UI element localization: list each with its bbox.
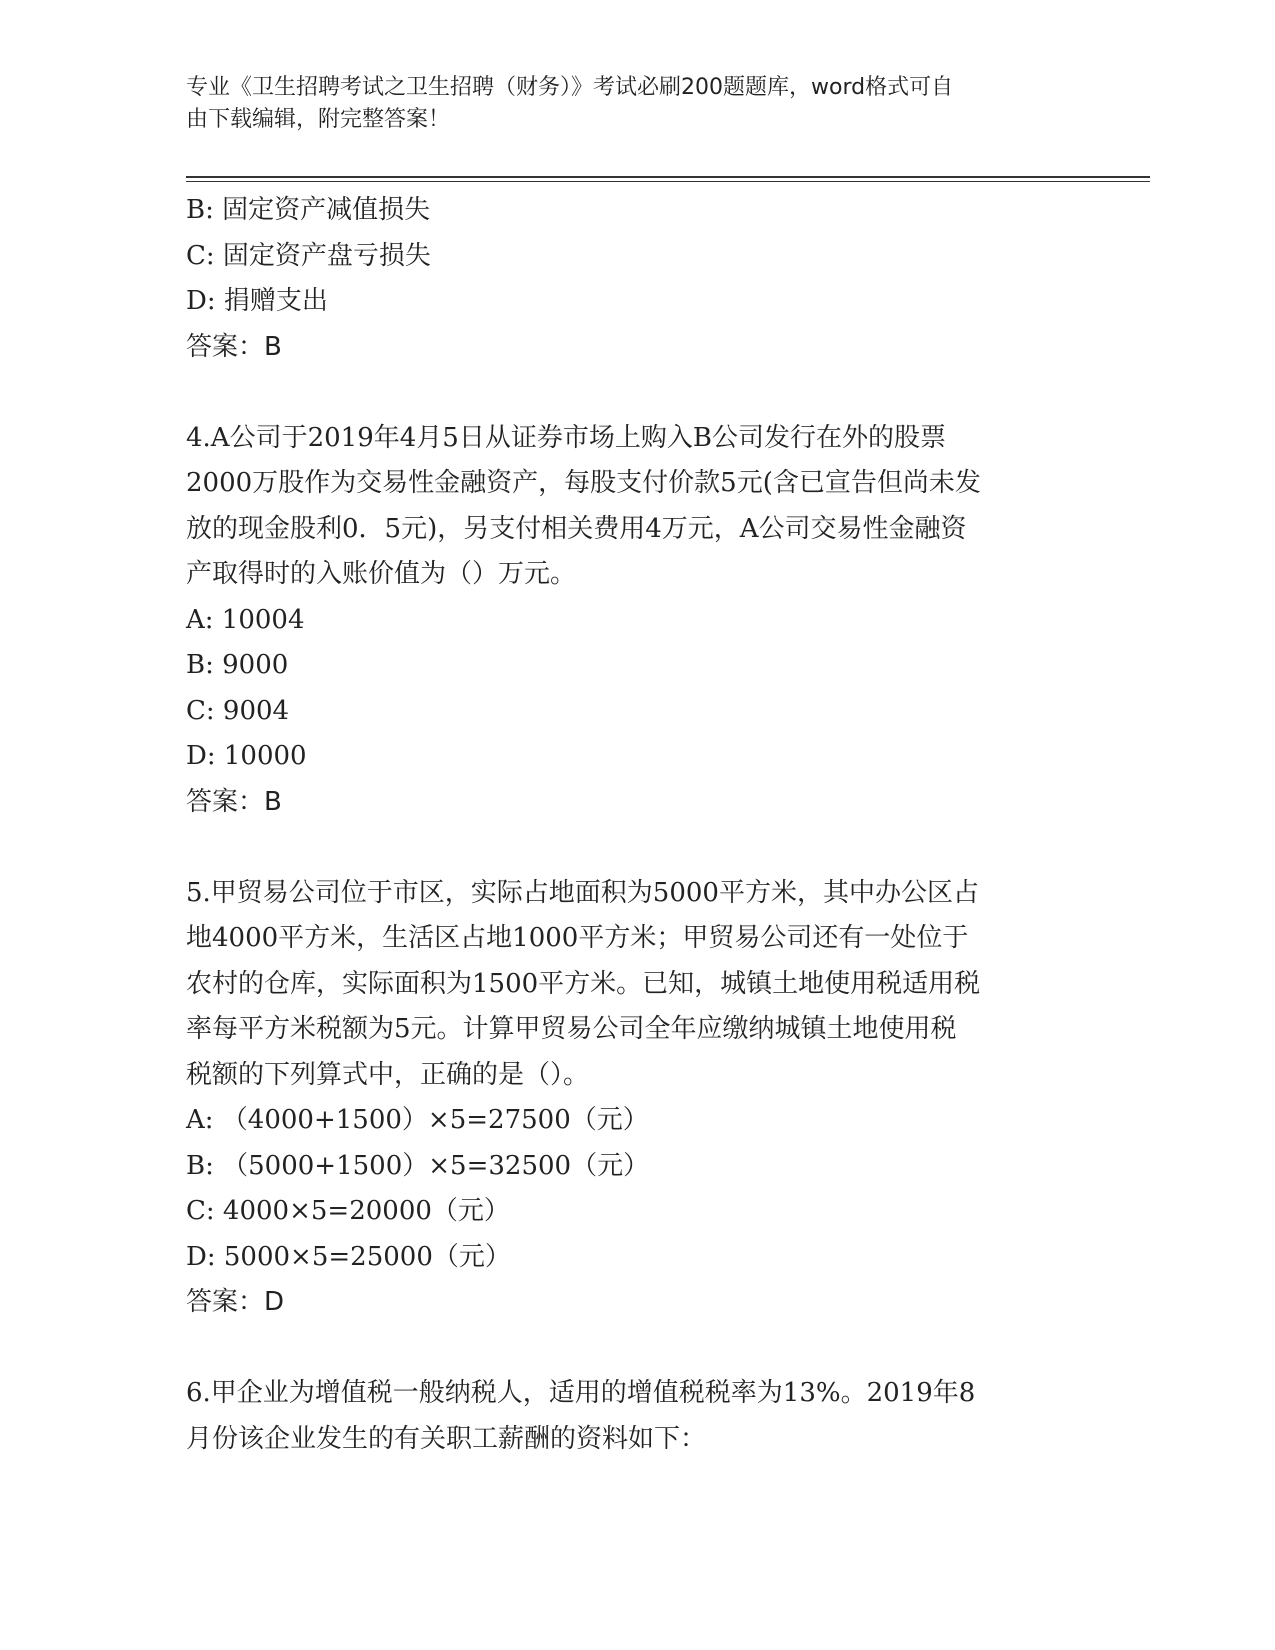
answer-value: B: [264, 786, 282, 817]
document-body: [186, 188, 1086, 1462]
q5-option-b: B: （5000+1500）×5=32500（元）: [186, 1150, 650, 1181]
document-header: [186, 72, 1066, 136]
q5-stem-line: 农村的仓库，实际面积为1500平方米。已知，城镇土地使用税适用税: [186, 968, 981, 999]
spacer: [186, 1326, 1086, 1372]
q3-answer: [186, 325, 1086, 371]
question-4: [186, 416, 1086, 826]
question-3: [186, 188, 1086, 370]
q3-option-d: D: 捐赠支出: [186, 286, 328, 316]
question-6: [186, 1371, 1086, 1462]
question-5: [186, 871, 1086, 1326]
q4-stem-line: 4.A公司于2019年4月5日从证券市场上购入B公司发行在外的股票: [186, 422, 946, 453]
q4-answer: [186, 780, 1086, 826]
header-line-1: 专业《卫生招聘考试之卫生招聘（财务）》考试必刷200题题库，word格式可自: [186, 75, 954, 100]
q4-option-c: C: 9004: [186, 695, 290, 726]
q3-option-b: B: 固定资产减值损失: [186, 195, 431, 225]
q5-stem-line: 地4000平方米，生活区占地1000平方米；甲贸易公司还有一处位于: [186, 923, 969, 953]
q5-stem-line: 率每平方米税额为5元。计算甲贸易公司全年应缴纳城镇土地使用税: [186, 1014, 957, 1044]
spacer: [186, 825, 1086, 871]
q5-option-c: C: 4000×5=20000（元）: [186, 1196, 510, 1226]
answer-label: 答案：: [186, 786, 265, 817]
q5-option-d: D: 5000×5=25000（元）: [186, 1241, 511, 1272]
q4-stem-line: 2000万股作为交易性金融资产，每股支付价款5元(含已宣告但尚未发: [186, 468, 981, 498]
spacer: [186, 370, 1086, 416]
q4-stem-line: 产取得时的入账价值为（）万元。: [186, 559, 577, 589]
q5-stem-line: 税额的下列算式中，正确的是（）。: [186, 1059, 590, 1090]
q6-stem-line: 6.甲企业为增值税一般纳税人，适用的增值税税率为13%。2019年8: [186, 1378, 976, 1408]
header-divider: [186, 176, 1150, 182]
q5-stem-line: 5.甲贸易公司位于市区，实际占地面积为5000平方米，其中办公区占: [186, 877, 979, 908]
q4-option-b: B: 9000: [186, 650, 289, 680]
answer-value: D: [264, 1287, 285, 1317]
q4-option-a: A: 10004: [186, 604, 305, 635]
q5-answer: [186, 1280, 1086, 1326]
q6-stem-line: 月份该企业发生的有关职工薪酬的资料如下：: [186, 1423, 707, 1454]
answer-value: B: [264, 331, 282, 362]
q5-option-a: A: （4000+1500）×5=27500（元）: [186, 1105, 649, 1135]
header-line-2: 由下载编辑，附完整答案！: [186, 107, 451, 132]
q3-option-c: C: 固定资产盘亏损失: [186, 240, 431, 271]
q4-stem-line: 放的现金股利0．5元)，另支付相关费用4万元，A公司交易性金融资: [186, 513, 967, 544]
answer-label: 答案：: [186, 331, 265, 362]
answer-label: 答案：: [186, 1287, 265, 1317]
q4-option-d: D: 10000: [186, 741, 307, 771]
